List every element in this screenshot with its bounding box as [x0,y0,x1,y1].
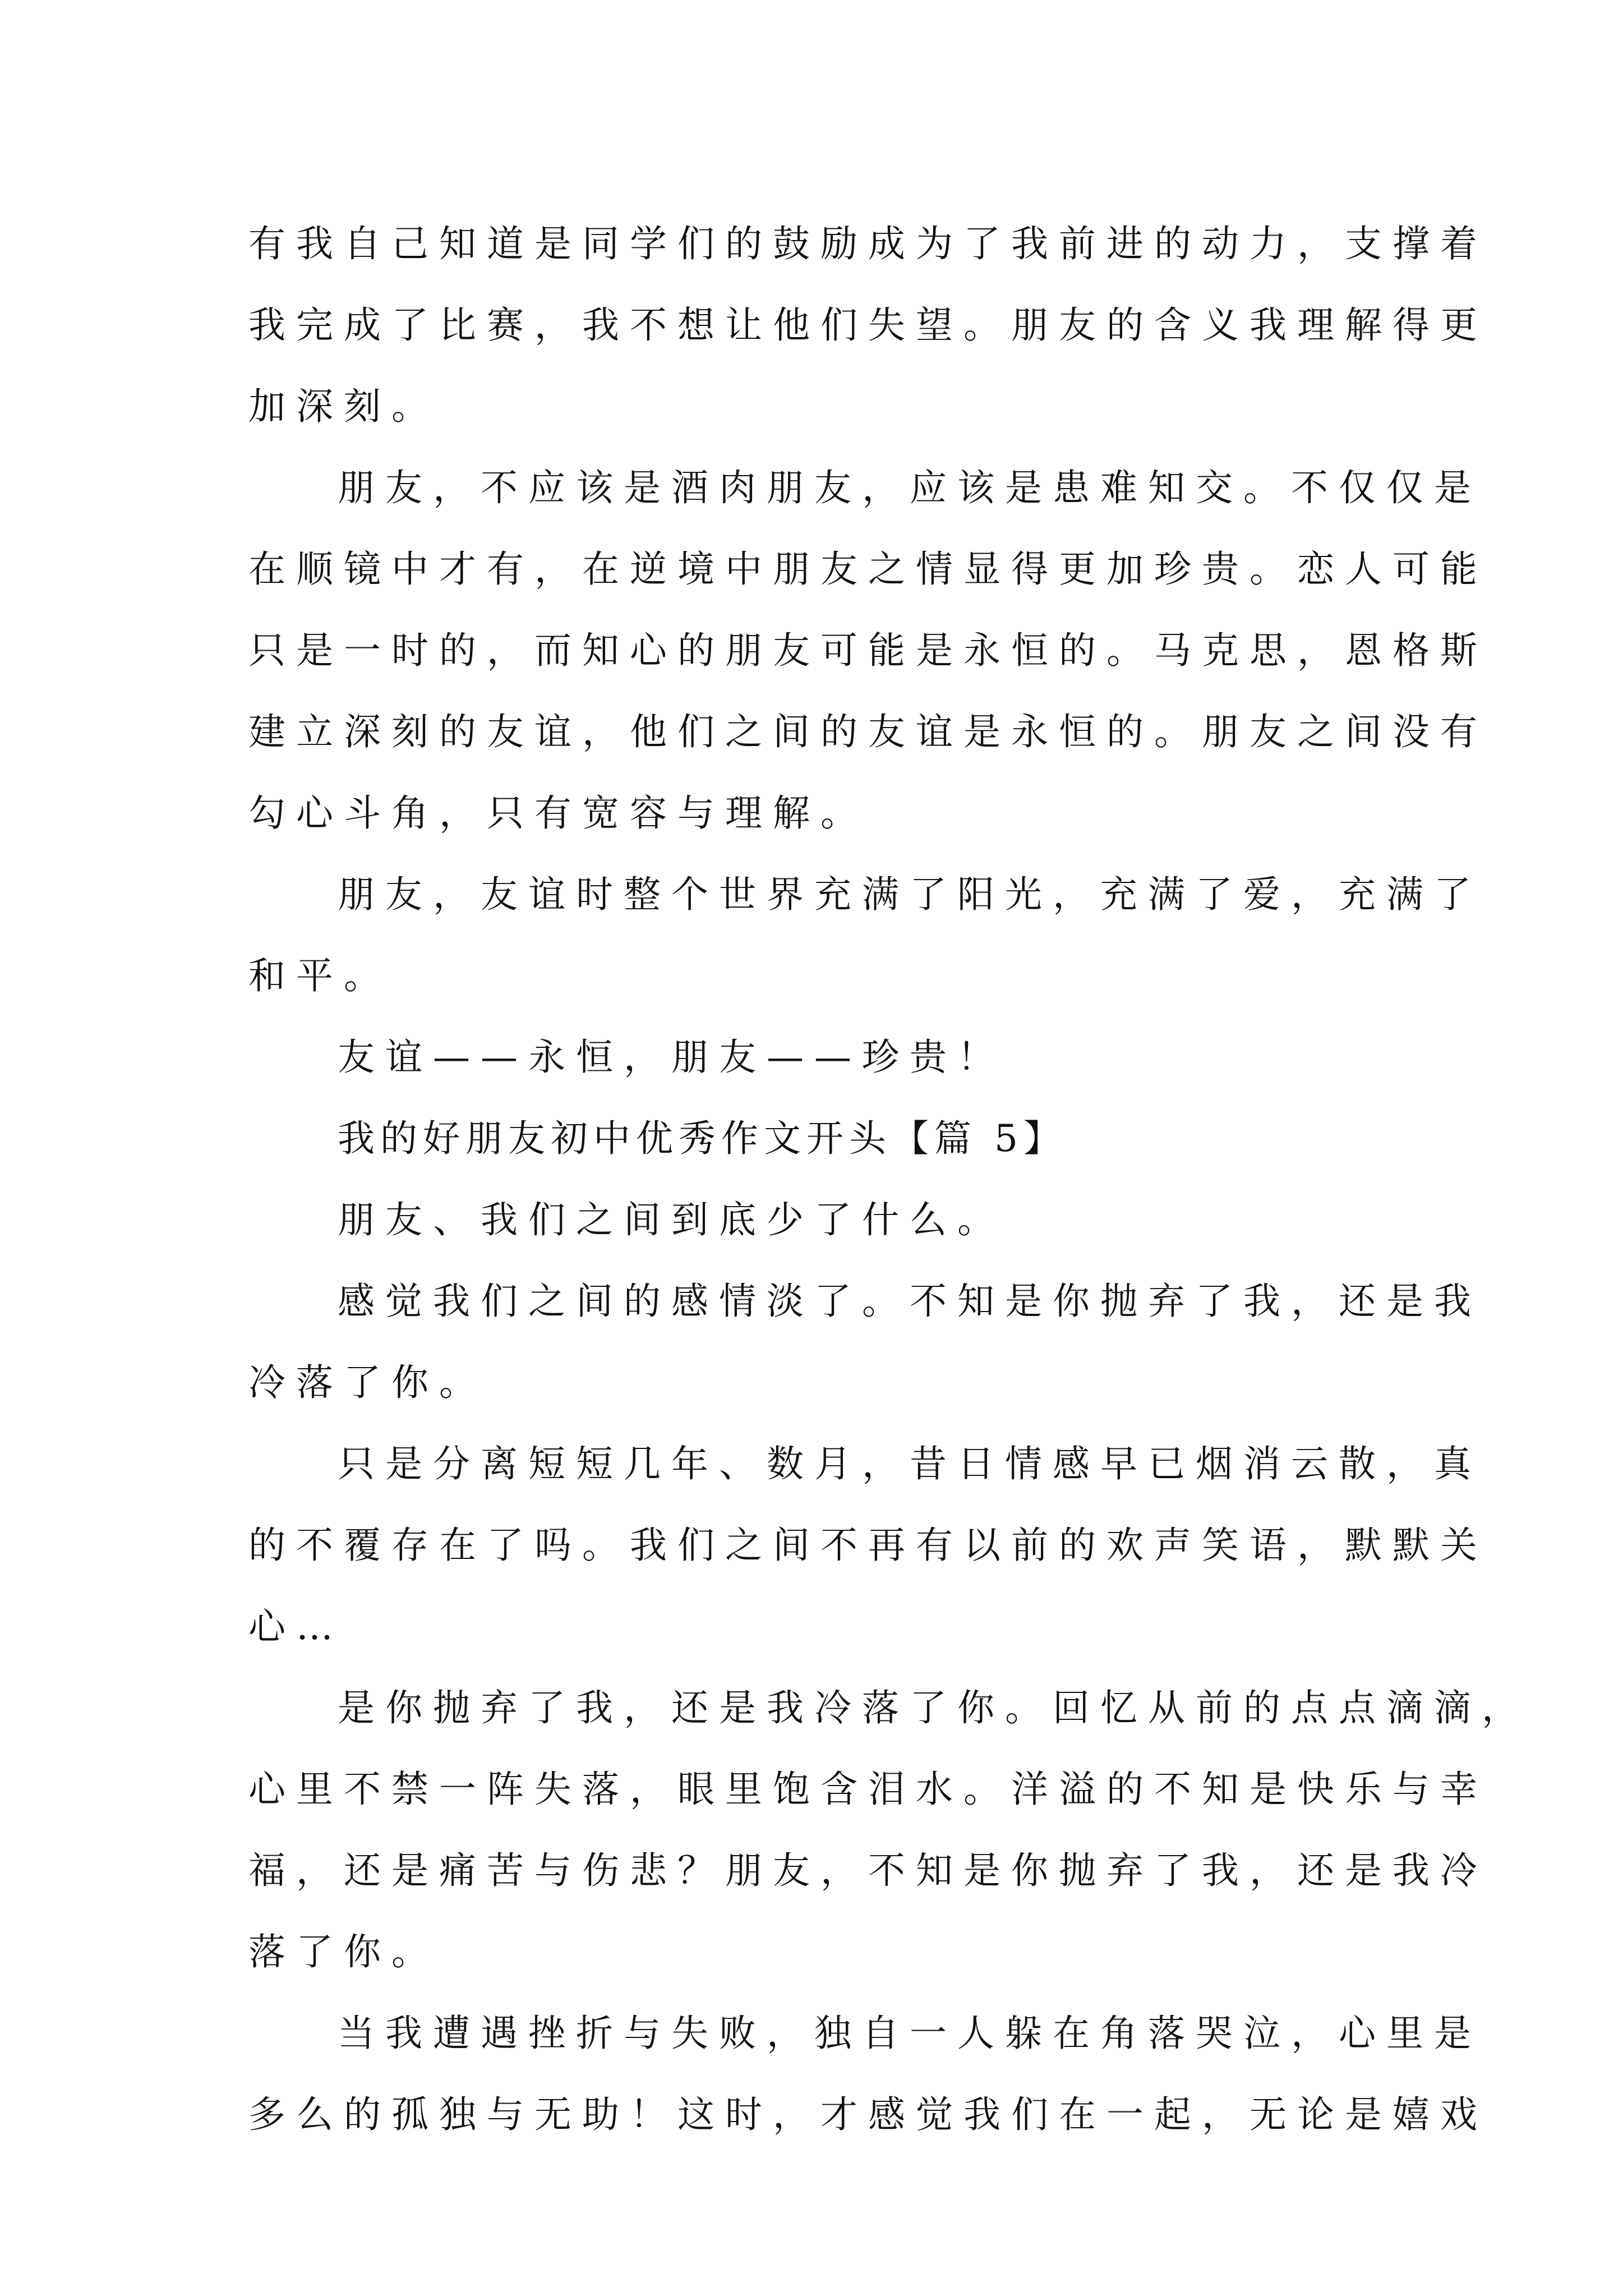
text-line: 心… [248,1605,344,1648]
text-line: 多么的孤独与无助！这时，才感觉我们在一起，无论是嬉戏 [248,2093,1488,2136]
paragraph-start-line: 是你抛弃了我，还是我冷落了你。回忆从前的点点滴滴， [338,1686,1529,1729]
text-line: 和平。 [248,954,391,997]
paragraph-start-line: 朋友，不应该是酒肉朋友，应该是患难知交。不仅仅是 [338,466,1482,509]
section-heading: 我的好朋友初中优秀作文开头【篇 5】 [338,1117,1066,1160]
text-line: 建立深刻的友谊，他们之间的友谊是永恒的。朋友之间没有 [248,710,1488,753]
text-line: 在顺镜中才有，在逆境中朋友之情显得更加珍贵。恋人可能 [248,547,1488,591]
text-line: 加深刻。 [248,385,439,428]
text-line: 冷落了你。 [248,1361,487,1404]
paragraph-start-line: 感觉我们之间的感情淡了。不知是你抛弃了我，还是我 [338,1280,1482,1323]
text-line: 勾心斗角，只有宽容与理解。 [248,792,868,835]
paragraph-start-line: 朋友，友谊时整个世界充满了阳光，充满了爱，充满了 [338,873,1482,916]
text-line: 福，还是痛苦与伤悲？朋友，不知是你抛弃了我，还是我冷 [248,1849,1488,1892]
text-line: 只是一时的，而知心的朋友可能是永恒的。马克思，恩格斯 [248,629,1488,672]
paragraph-start-line: 友谊——永恒，朋友——珍贵！ [338,1036,1005,1079]
text-line: 的不覆存在了吗。我们之间不再有以前的欢声笑语，默默关 [248,1524,1488,1567]
text-line: 有我自己知道是同学们的鼓励成为了我前进的动力，支撑着 [248,222,1488,265]
paragraph-start-line: 朋友、我们之间到底少了什么。 [338,1198,1005,1241]
paragraph-start-line: 只是分离短短几年、数月，昔日情感早已烟消云散，真 [338,1442,1482,1485]
text-line: 心里不禁一阵失落，眼里饱含泪水。洋溢的不知是快乐与幸 [248,1768,1488,1811]
text-line: 我完成了比赛，我不想让他们失望。朋友的含义我理解得更 [248,303,1488,347]
paragraph-start-line: 当我遭遇挫折与失败，独自一人躲在角落哭泣，心里是 [338,2012,1482,2055]
text-line: 落了你。 [248,1930,439,1973]
